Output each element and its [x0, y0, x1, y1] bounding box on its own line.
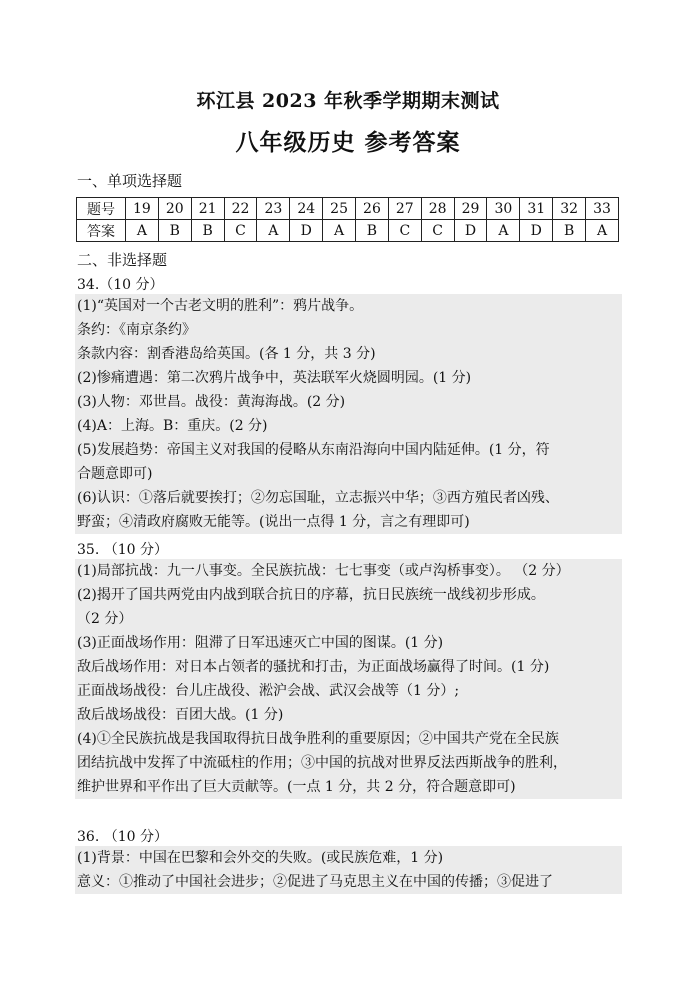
answer-line: 条款内容：割香港岛给英国。(各 1 分，共 3 分) [77, 346, 376, 362]
answer-cell: A [257, 220, 290, 242]
question-number-cell: 32 [553, 198, 586, 220]
answer-cell: A [487, 220, 520, 242]
question-number-cell: 33 [586, 198, 619, 220]
question-34-label: 34.（10 分） [77, 277, 164, 293]
answer-cell: B [158, 220, 191, 242]
question-number-cell: 22 [224, 198, 257, 220]
question-number-cell: 29 [454, 198, 487, 220]
answer-key-title: 八年级历史 参考答案 [235, 129, 461, 156]
answer-line: （2 分） [77, 611, 133, 627]
answer-cell: D [520, 220, 553, 242]
answer-cell: B [191, 220, 224, 242]
question-number-cell: 28 [421, 198, 454, 220]
answer-cell: C [224, 220, 257, 242]
exam-title: 环江县 2023 年秋季学期期末测试 [196, 90, 500, 112]
answer-line: 维护世界和平作出了巨大贡献等。(一点 1 分，共 2 分，符合题意即可) [77, 779, 516, 795]
answer-line: 合题意即可) [77, 466, 153, 482]
section2-heading: 二、非选择题 [77, 251, 168, 269]
question-number-cell: 25 [323, 198, 356, 220]
answer-cell: C [388, 220, 421, 242]
answer-line: 敌后战场战役：百团大战。(1 分) [77, 707, 284, 723]
question-34-answer [75, 294, 622, 534]
answer-table [76, 197, 619, 242]
answer-line: (1)背景：中国在巴黎和会外交的失败。(或民族危难，1 分) [77, 850, 444, 866]
question-number-cell: 19 [126, 198, 159, 220]
answer-cell: A [126, 220, 159, 242]
answer-line: (6)认识：①落后就要挨打；②勿忘国耻，立志振兴中华；③西方殖民者凶残、 [77, 490, 559, 506]
question-number-cell: 31 [520, 198, 553, 220]
answer-line: (5)发展趋势：帝国主义对我国的侵略从东南沿海向中国内陆延伸。(1 分，符 [77, 442, 550, 458]
question-36-answer [75, 846, 622, 894]
answer-cell: A [323, 220, 356, 242]
answer-line: (2)揭开了国共两党由内战到联合抗日的序幕，抗日民族统一战线初步形成。 [77, 587, 545, 603]
question-number-cell: 30 [487, 198, 520, 220]
question-number-cell: 20 [158, 198, 191, 220]
question-number-cell: 27 [388, 198, 421, 220]
question-number-row [77, 198, 619, 220]
answer-line: (3)人物：邓世昌。战役：黄海海战。(2 分) [77, 394, 346, 410]
question-35-label: 35. （10 分） [77, 542, 168, 558]
question-36-label: 36. （10 分） [77, 829, 168, 845]
answer-line: 意义：①推动了中国社会进步；②促进了马克思主义在中国的传播；③促进了 [77, 874, 553, 890]
answer-line: 团结抗战中发挥了中流砥柱的作用；③中国的抗战对世界反法西斯战争的胜利， [77, 755, 567, 771]
question-number-cell: 23 [257, 198, 290, 220]
answer-line: 条约：《南京条约》 [77, 322, 196, 338]
answer-line: (1)局部抗战：九一八事变。全民族抗战：七七事变（或卢沟桥事变）。 （2 分） [77, 563, 570, 579]
answer-line: (1)“英国对一个古老文明的胜利”：鸦片战争。 [77, 298, 364, 314]
question-35-answer [75, 559, 622, 799]
row-label-number: 题号 [77, 198, 126, 220]
answer-line: (2)惨痛遭遇：第二次鸦片战争中，英法联军火烧圆明园。(1 分) [77, 370, 472, 386]
section1-heading: 一、单项选择题 [77, 172, 183, 190]
question-number-cell: 24 [290, 198, 323, 220]
question-number-cell: 21 [191, 198, 224, 220]
answer-line: (4)①全民族抗战是我国取得抗日战争胜利的重要原因；②中国共产党在全民族 [77, 731, 559, 747]
answer-line: (3)正面战场作用：阻滞了日军迅速灭亡中国的图谋。(1 分) [77, 635, 444, 651]
answer-row [77, 220, 619, 242]
answer-line: (4)A：上海。B：重庆。(2 分) [77, 418, 268, 434]
answer-line: 正面战场战役：台儿庄战役、淞沪会战、武汉会战等（1 分）; [77, 683, 460, 699]
answer-cell: C [421, 220, 454, 242]
answer-cell: B [356, 220, 389, 242]
answer-line: 野蛮；④清政府腐败无能等。(说出一点得 1 分，言之有理即可) [77, 514, 470, 530]
answer-line: 敌后战场作用：对日本占领者的骚扰和打击，为正面战场赢得了时间。(1 分) [77, 659, 550, 675]
answer-cell: B [553, 220, 586, 242]
answer-cell: A [586, 220, 619, 242]
answer-cell: D [290, 220, 323, 242]
question-number-cell: 26 [356, 198, 389, 220]
row-label-answer: 答案 [77, 220, 126, 242]
answer-cell: D [454, 220, 487, 242]
